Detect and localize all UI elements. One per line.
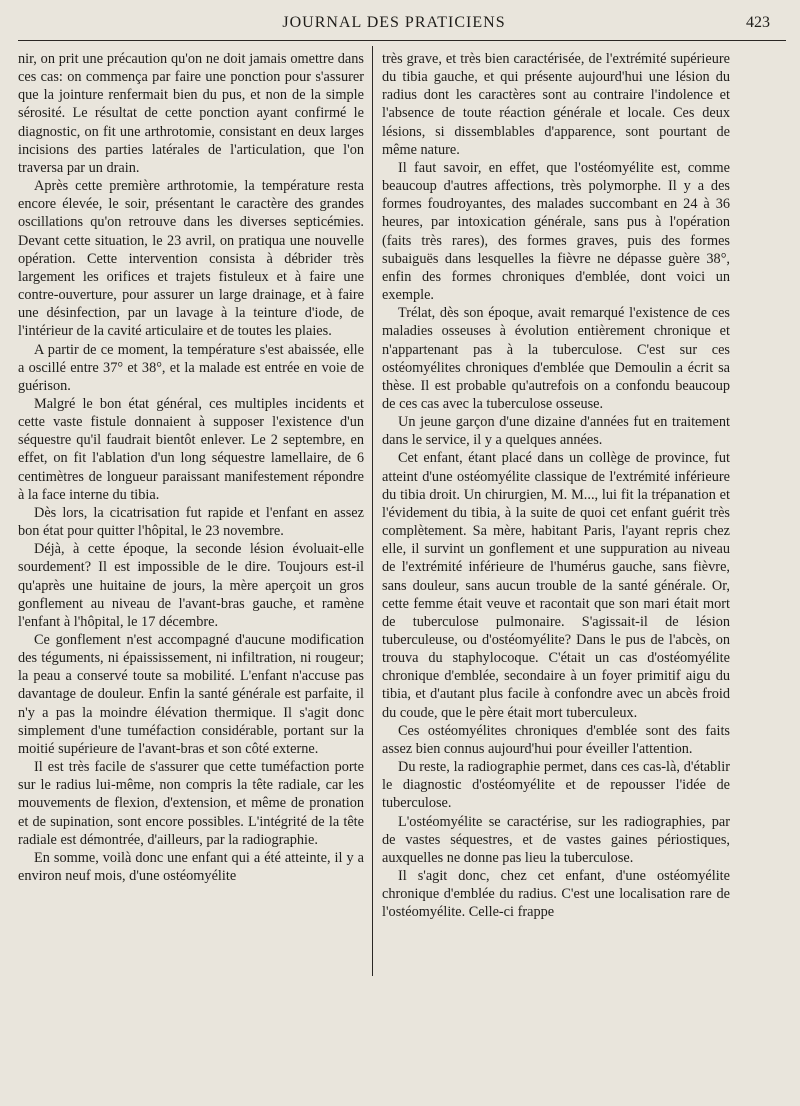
header-rule: [18, 40, 786, 41]
paragraph: Ces ostéomyélites chroniques d'emblée sont des faits assez bien connus aujourd'hui pour éveiller l'attention.: [382, 722, 730, 757]
paragraph: Il s'agit donc, chez cet enfant, d'une ostéomyélite chronique d'emblée du radius. C'est une localisation rare de l'ostéomyélite. Celle-ci frappe: [382, 868, 730, 921]
paragraph: En somme, voilà donc une enfant qui a été atteinte, il y a environ neuf mois, d'une ostéomyélite: [18, 849, 364, 885]
paragraph: Dès lors, la cicatrisation fut rapide et l'enfant en assez bon état pour quitter l'hôpital, le 23 novembre.: [18, 504, 364, 540]
paragraph: L'ostéomyélite se caractérise, sur les radiographies, par de vastes séquestres, et de vastes gaines périostiques, auxquelles ne donne pas lieu la tuberculose.: [382, 813, 730, 866]
page-header: [18, 14, 770, 38]
paragraph: Ce gonflement n'est accompagné d'aucune modification des téguments, ni épaississement, ni infiltration, ni rougeur; la peau a conservé toute sa mobilité. L'enfant n'accuse pas davantage de douleur. Enfin la santé générale est parfaite, il n'y a pas la moindre élévation thermique. Il s'agit donc simplement d'une tuméfaction considérable, portant sur la moitié supérieure de l'avant-bras et son côté externe.: [18, 632, 364, 757]
paragraph: A partir de ce moment, la température s'est abaissée, elle a oscillé entre 37° et 38°, et la malade est entrée en voie de guérison.: [18, 341, 364, 394]
right-column: [382, 50, 730, 922]
paragraph: Il faut savoir, en effet, que l'ostéomyélite est, comme beaucoup d'autres affections, très polymorphe. Il y a des formes foudroyantes, des malades succombant en 24 à 36 heures, par intoxication générale, sans pus à l'opération (faits très rares), des formes graves, puis des formes subaiguës dans lesquelles la fièvre ne dépasse guère 38°, enfin des formes chroniques d'emblée, dont voici un exemple.: [382, 159, 730, 304]
paragraph: Déjà, à cette époque, la seconde lésion évoluait-elle sourdement? Il est impossible de le dire. Toujours est-il qu'après une huitaine de jours, la mère aperçoit un gros gonflement au niveau de l'avant-bras gauche, et ramène l'enfant à l'hôpital, le 17 décembre.: [18, 541, 364, 630]
paragraph: Après cette première arthrotomie, la température resta encore élevée, le soir, présentant le caractère des grandes oscillations qu'on retrouve dans les diverses septicémies. Devant cette situation, le 23 avril, on pratiqua une nouvelle opération. Cette intervention consista à débrider très largement les orifices et trajets fistuleux et à faire une contre-ouverture, pour assurer un large drainage, et à faire une désinfection, par un lavage à la teinture d'iode, de l'intérieur de la cavité articulaire et de toutes les plaies.: [18, 178, 364, 340]
left-column: [18, 50, 364, 885]
paragraph: Il est très facile de s'assurer que cette tuméfaction porte sur le radius lui-même, non compris la tête radiale, car les mouvements de flexion, d'extension, et même de pronation et de supination, sont encore possibles. L'intégrité de la tête radiale est démontrée, d'ailleurs, par la radiographie.: [18, 759, 364, 848]
running-title: JOURNAL DES PRATICIENS: [282, 14, 506, 31]
page-number: 423: [746, 14, 770, 31]
paragraph: Trélat, dès son époque, avait remarqué l'existence de ces maladies osseuses à évolution entièrement chronique et n'appartenant pas à la tuberculose. C'est sur ces ostéomyélites chroniques d'emblée que Demoulin a écrit sa thèse. Il est probable qu'autrefois on a confondu beaucoup de ces cas avec la tuberculose osseuse.: [382, 305, 730, 412]
paragraph: Du reste, la radiographie permet, dans ces cas-là, d'établir le diagnostic d'ostéomyélite et de repousser l'idée de tuberculose.: [382, 759, 730, 812]
paragraph: très grave, et très bien caractérisée, de l'extrémité supérieure du tibia gauche, et qui présente aujourd'hui une lésion du radius dont les caractères sont au contraire l'indolence et l'absence de toute réaction générale et locale. Ces deux lésions, si dissemblables d'apparence, sont pourtant de même nature.: [382, 51, 730, 158]
paragraph: Malgré le bon état général, ces multiples incidents et cette vaste fistule donnaient à supposer l'existence d'un séquestre qu'il faudrait bientôt enlever. Le 2 septembre, en effet, on fit l'ablation d'un long séquestre lamellaire, de 6 centimètres de longueur paraissant manifestement répondre à la face interne du tibia.: [18, 395, 364, 503]
paragraph: Un jeune garçon d'une dizaine d'années fut en traitement dans le service, il y a quelques années.: [382, 414, 730, 449]
paragraph: Cet enfant, étant placé dans un collège de province, fut atteint d'une ostéomyélite classique de l'extrémité inférieure du tibia droit. Un chirurgien, M. M..., lui fit la trépanation et l'évidement du tibia, à la suite de quoi cet enfant guérit très complètement. Sa mère, habitant Paris, l'ayant repris chez elle, il survint un gonflement et une suppuration au niveau de l'extrémité inférieure de l'humérus gauche, sans fièvre, sans douleur, sans aucun trouble de la santé générale. Or, cette femme était veuve et racontait que son mari était mort de tuberculose pulmonaire. S'agissait-il de lésion tuberculeuse, ou d'ostéomyélite? Dans le pus de l'abcès, on trouva du staphylocoque. C'était un cas d'ostéomyélite chronique d'emblée, secondaire à un foyer primitif aigu du tibia, et d'autant plus facile à confondre avec un abcès froid du coude, que le père était mort tuberculeux.: [382, 450, 730, 721]
paragraph: nir, on prit une précaution qu'on ne doit jamais omettre dans ces cas: on commença par faire une ponction pour s'assurer que la jointure renfermait bien du pus, et non de la simple sérosité. Le résultat de cette ponction ayant confirmé le diagnostic, on fit une arthrotomie, consistant en deux larges incisions des parties latérales de l'articulation, que l'on traversa par un drain.: [18, 51, 364, 176]
column-divider: [372, 46, 373, 976]
